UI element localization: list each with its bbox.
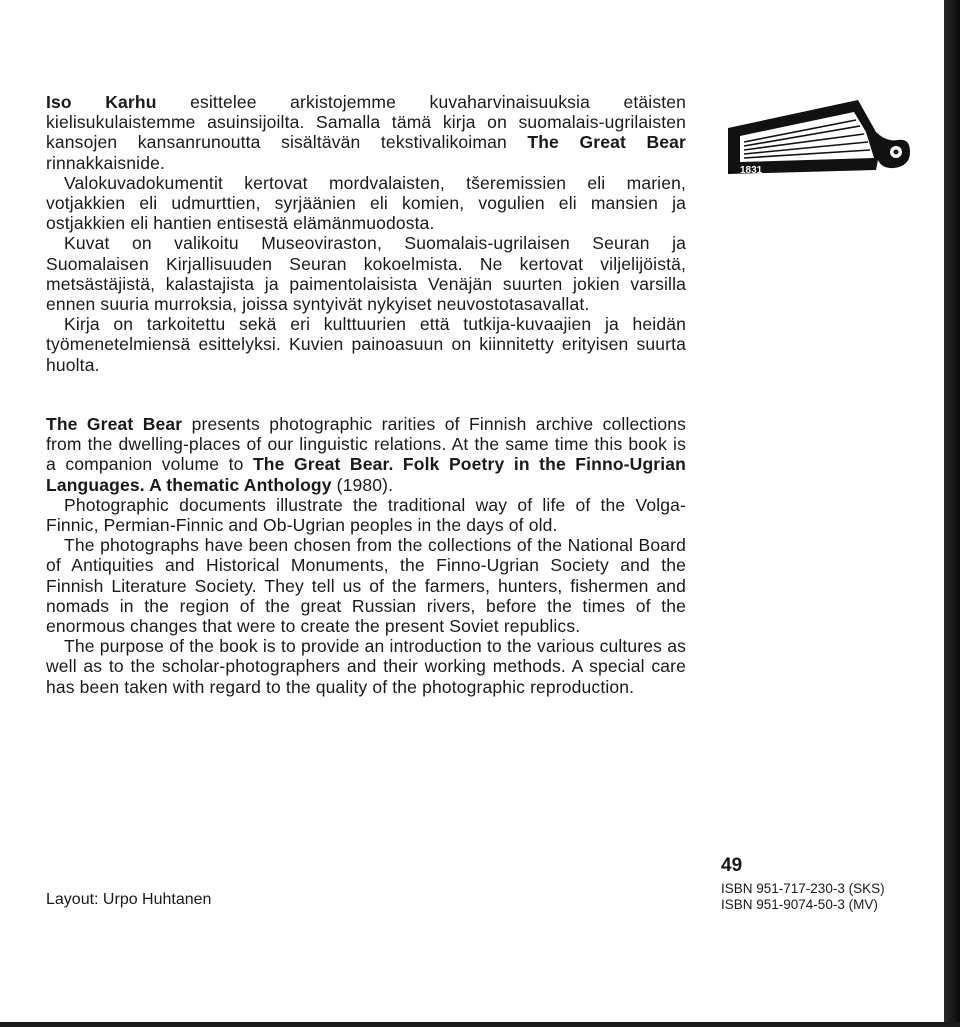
english-paragraph-3: The photographs have been chosen from the collections of the National Board of Antiquities and Historical Monuments, the Finno-Ugrian Society and the Finnish Literature Society. They tell us of the farmers, hunters, fishermen and nomads in the region of the great Russian rivers, before the times of the enormous changes that were to create the present Soviet republics.: [46, 535, 686, 637]
english-description: [46, 414, 686, 697]
page-edge-bottom: [0, 1022, 960, 1027]
english-paragraph-2: Photographic documents illustrate the traditional way of life of the Volga-Finnic, Permian-Finnic and Ob-Ugrian peoples in the days of old.: [46, 494, 686, 536]
english-lead-title: The Great Bear: [46, 414, 183, 434]
english-paragraph-1: [46, 414, 686, 495]
english-paragraph-4: The purpose of the book is to provide an introduction to the various cultures as well as to the scholar-photographers and their working methods. A special care has been taken with regard to the quality of the photographic reproduction.: [46, 636, 686, 697]
isbn-line: ISBN 951-717-230-3 (SKS): [721, 881, 885, 896]
english-companion-title: The Great Bear. Folk Poetry in the Finno-Ugrian Languages. A thematic Anthology: [46, 454, 686, 495]
finnish-p1-text-b: rinnakkaisnide.: [46, 152, 165, 173]
finnish-paragraph-3: Kuvat on valikoitu Museoviraston, Suomalais-ugrilaisen Seuran ja Suomalaisen Kirjallisuuden Seuran kokoelmista. Ne kertovat viljelijöistä, metsästäjistä, kalastajista ja paimentolaisista Venäjän suurten jokien varsilla ennen suuria murroksia, joissa syntyivät nykyiset neuvostotasavallat.: [46, 233, 686, 315]
page-edge-shadow: [944, 0, 960, 1027]
finnish-paragraph-4: Kirja on tarkoitettu sekä eri kulttuurien että tutkija-kuvaajien ja heidän työmenetelmiensä esittelyksi. Kuvien painoasuun on kiinnitetty erityisen suurta huolta.: [46, 314, 686, 375]
layout-credit: Layout: Urpo Huhtanen: [46, 891, 212, 908]
kantele-icon: [728, 92, 910, 184]
english-p1-text-b: (1980).: [331, 474, 394, 495]
isbn-line: ISBN 951-9074-50-3 (MV): [721, 897, 878, 912]
finnish-p1-text-a: esittelee arkistojemme kuvaharvinaisuuksia etäisten kielisukulaistemme asuinsijoilta. Samalla tämä kirja on suomalais-ugrilaisten kansojen kansanrunoutta sisältävän tekstivalikoiman: [46, 92, 686, 153]
finnish-paragraph-1: [46, 92, 686, 173]
page-number: 49: [721, 855, 743, 876]
finnish-paragraph-2: Valokuvadokumentit kertovat mordvalaisten, tšeremissien eli marien, votjakkien eli udmurttien, syrjäänien eli komien, vogulien eli mansien ja ostjakkien eli hantien entisestä elämänmuodosta.: [46, 172, 686, 234]
finnish-lead-title: Iso Karhu: [46, 92, 157, 112]
isbn-block: [721, 881, 885, 913]
english-p1-text-a: presents photographic rarities of Finnish archive collections from the dwelling-places of our linguistic relations. At the same time this book is a companion volume to: [46, 414, 686, 475]
finnish-description: [46, 92, 686, 375]
finnish-companion-title: The Great Bear: [527, 132, 686, 153]
logo-year: 1831: [740, 165, 763, 176]
